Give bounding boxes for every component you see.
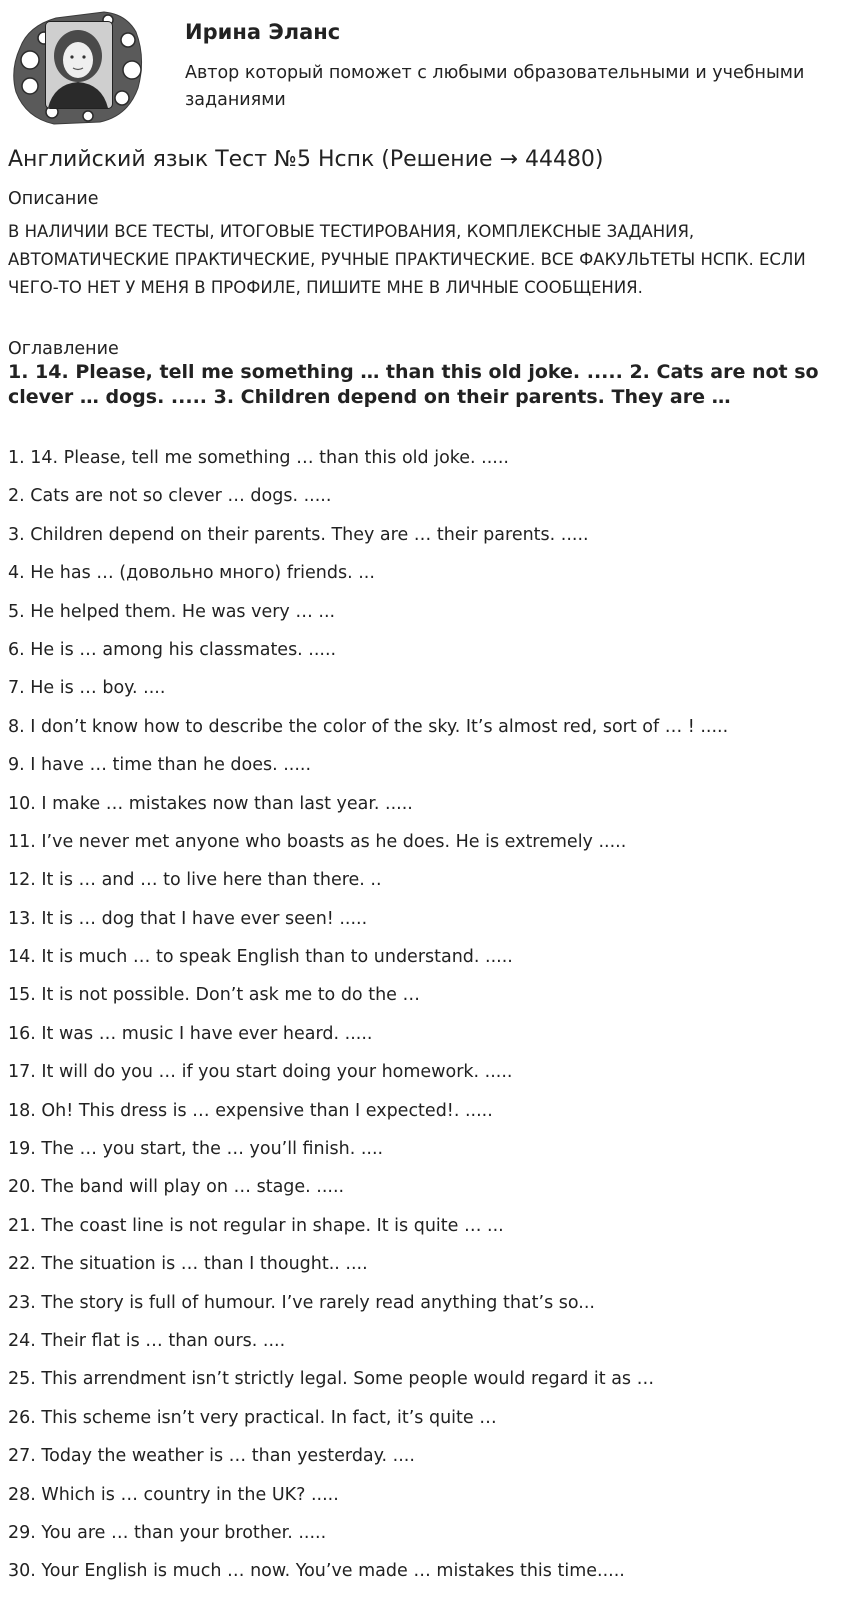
question-item: 9. I have … time than he does. ..... bbox=[8, 755, 312, 776]
question-item: 17. It will do you … if you start doing your homework. ..... bbox=[8, 1062, 513, 1083]
page-title: Английский язык Тест №5 Нспк (Решение → 44480) bbox=[8, 147, 604, 172]
question-item: 28. Which is … country in the UK? ..... bbox=[8, 1484, 339, 1505]
author-avatar[interactable] bbox=[8, 8, 148, 126]
toc-label: Оглавление bbox=[8, 339, 119, 359]
question-item: 16. It was … music I have ever heard. ..... bbox=[8, 1023, 373, 1044]
question-item: 29. You are … than your brother. ..... bbox=[8, 1522, 327, 1543]
description-label: Описание bbox=[8, 189, 99, 209]
description-text: В НАЛИЧИИ ВСЕ ТЕСТЫ, ИТОГОВЫЕ ТЕСТИРОВАНИЯ, КОМПЛЕКСНЫЕ ЗАДАНИЯ, АВТОМАТИЧЕСКИЕ ПРАКТИЧЕСКИЕ, РУЧНЫЕ ПРАКТИЧЕСКИЕ. ВСЕ ФАКУЛЬТЕТЫ НСПК. ЕСЛИ ЧЕГО-ТО НЕТ У МЕНЯ В ПРОФИЛЕ, ПИШИТЕ МНЕ В ЛИЧНЫЕ СООБЩЕНИЯ. bbox=[8, 222, 806, 297]
question-item: 18. Oh! This dress is … expensive than I expected!. ..... bbox=[8, 1100, 493, 1121]
question-item: 14. It is much … to speak English than to understand. ..... bbox=[8, 947, 513, 968]
question-item: 4. He has … (довольно много) friends. ... bbox=[8, 563, 375, 584]
question-list bbox=[8, 448, 843, 1600]
question-item: 12. It is … and … to live here than there. .. bbox=[8, 870, 382, 891]
film-reel-avatar-icon bbox=[8, 8, 148, 126]
question-item: 3. Children depend on their parents. They are … their parents. ..... bbox=[8, 524, 589, 545]
question-item: 19. The … you start, the … you’ll finish. .... bbox=[8, 1139, 384, 1160]
question-item: 2. Cats are not so clever … dogs. ..... bbox=[8, 486, 332, 507]
question-item: 7. He is … boy. .... bbox=[8, 678, 166, 699]
author-description: Автор который поможет с любыми образовательными и учебными заданиями bbox=[185, 63, 805, 110]
question-item: 27. Today the weather is … than yesterday. .... bbox=[8, 1446, 415, 1467]
question-item: 22. The situation is … than I thought.. .... bbox=[8, 1254, 368, 1275]
question-item: 30. Your English is much … now. You’ve made … mistakes this time..... bbox=[8, 1561, 625, 1582]
question-item: 5. He helped them. He was very … ... bbox=[8, 601, 336, 622]
question-item: 25. This arrendment isn’t strictly legal. Some people would regard it as … bbox=[8, 1369, 655, 1390]
question-item: 13. It is … dog that I have ever seen! ..... bbox=[8, 908, 368, 929]
question-item: 8. I don’t know how to describe the color of the sky. It’s almost red, sort of … ! ..... bbox=[8, 716, 729, 737]
author-card bbox=[8, 8, 838, 126]
question-item: 6. He is … among his classmates. ..... bbox=[8, 639, 337, 660]
question-item: 26. This scheme isn’t very practical. In fact, it’s quite … bbox=[8, 1407, 497, 1428]
question-item: 23. The story is full of humour. I’ve rarely read anything that’s so... bbox=[8, 1292, 595, 1313]
toc-heading: 1. 14. Please, tell me something … than this old joke. ..... 2. Cats are not so clever … dogs. ..... 3. Children depend on their parents. They are … bbox=[8, 361, 819, 408]
question-item: 21. The coast line is not regular in shape. It is quite … ... bbox=[8, 1215, 504, 1236]
author-name[interactable]: Ирина Эланс bbox=[185, 20, 341, 44]
question-item: 11. I’ve never met anyone who boasts as he does. He is extremely ..... bbox=[8, 831, 627, 852]
question-item: 24. Their flat is … than ours. .... bbox=[8, 1330, 286, 1351]
question-item: 10. I make … mistakes now than last year. ..... bbox=[8, 793, 413, 814]
question-item: 20. The band will play on … stage. ..... bbox=[8, 1177, 345, 1198]
question-item: 1. 14. Please, tell me something … than this old joke. ..... bbox=[8, 448, 509, 468]
question-item: 15. It is not possible. Don’t ask me to do the … bbox=[8, 985, 420, 1006]
